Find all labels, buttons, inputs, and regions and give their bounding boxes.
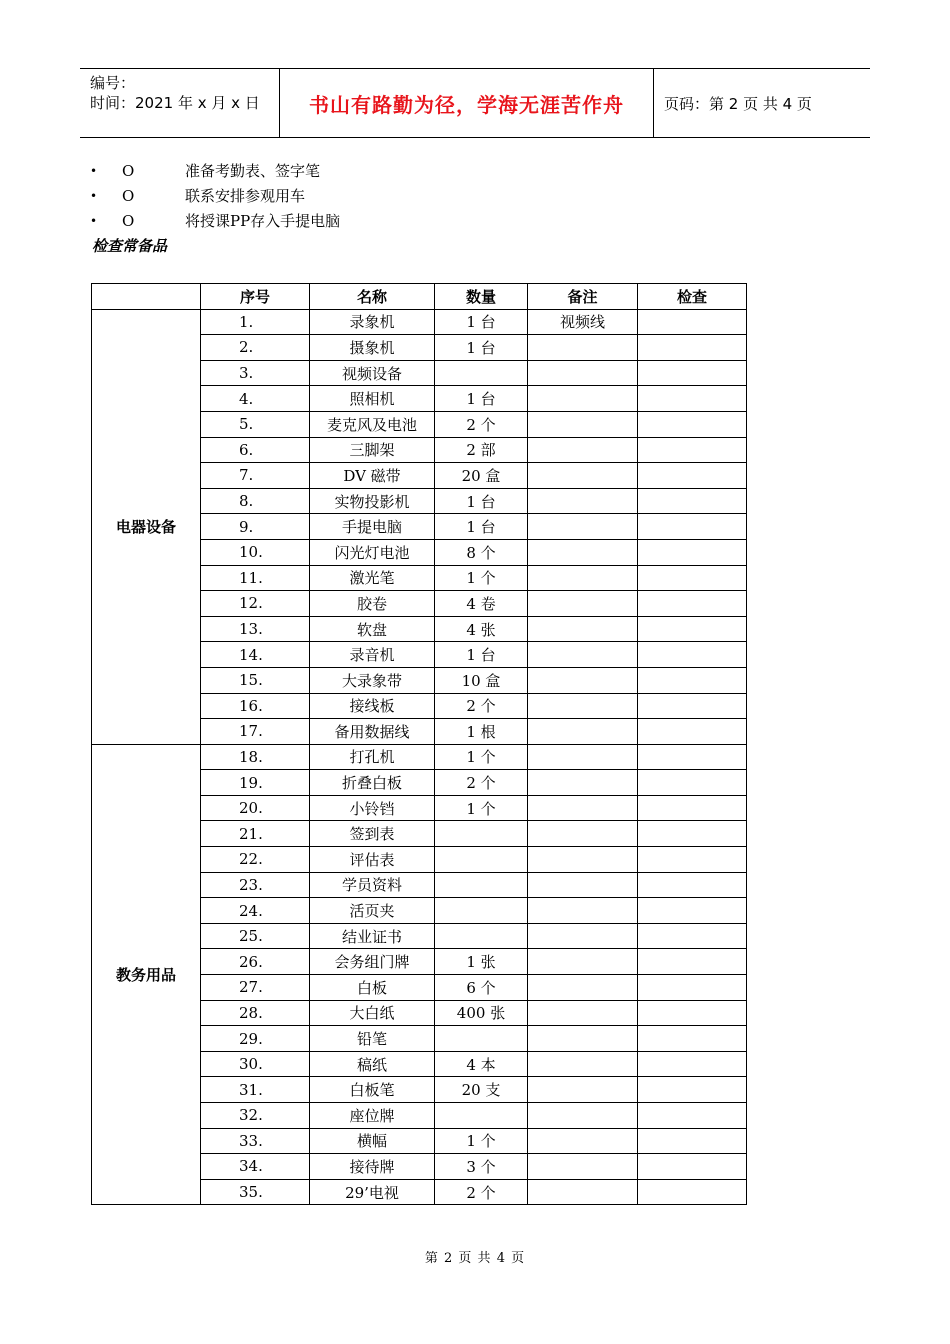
header-name: 名称: [310, 284, 435, 310]
seq-cell: 34.: [201, 1154, 310, 1180]
qty-cell: 1 台: [435, 488, 528, 514]
page-header: [80, 68, 870, 138]
name-cell: 接线板: [310, 693, 435, 719]
note-cell: [528, 514, 638, 540]
qty-cell: 2 个: [435, 770, 528, 796]
note-cell: [528, 744, 638, 770]
seq-cell: 10.: [201, 539, 310, 565]
note-cell: [528, 1000, 638, 1026]
qty-cell: [435, 872, 528, 898]
check-cell: [638, 744, 747, 770]
note-cell: [528, 616, 638, 642]
seq-cell: 2.: [201, 335, 310, 361]
qty-cell: 1 根: [435, 719, 528, 745]
bullet-item: [90, 158, 340, 183]
check-cell: [638, 591, 747, 617]
seq-cell: 3.: [201, 360, 310, 386]
check-cell: [638, 949, 747, 975]
note-cell: [528, 1103, 638, 1129]
note-cell: [528, 1128, 638, 1154]
bullet-text: 将授课PP存入手提电脑: [185, 212, 341, 230]
seq-cell: 21.: [201, 821, 310, 847]
name-cell: DV 磁带: [310, 463, 435, 489]
name-cell: 手提电脑: [310, 514, 435, 540]
time-label: 时间：2021 年 x 月 x 日: [90, 94, 260, 112]
check-cell: [638, 872, 747, 898]
check-cell: [638, 335, 747, 361]
name-cell: 接待牌: [310, 1154, 435, 1180]
note-cell: [528, 975, 638, 1001]
seq-cell: 12.: [201, 591, 310, 617]
check-cell: [638, 1128, 747, 1154]
qty-cell: [435, 898, 528, 924]
seq-cell: 27.: [201, 975, 310, 1001]
note-cell: [528, 463, 638, 489]
check-cell: [638, 821, 747, 847]
note-cell: [528, 539, 638, 565]
seq-cell: 25.: [201, 923, 310, 949]
seq-cell: 35.: [201, 1179, 310, 1205]
check-cell: [638, 1103, 747, 1129]
check-cell: [638, 847, 747, 873]
note-cell: [528, 949, 638, 975]
header-page-info: 页码：第 2 页 共 4 页: [664, 94, 812, 113]
qty-cell: 8 个: [435, 539, 528, 565]
check-cell: [638, 616, 747, 642]
name-cell: 活页夹: [310, 898, 435, 924]
seq-cell: 22.: [201, 847, 310, 873]
check-cell: [638, 1000, 747, 1026]
seq-cell: 28.: [201, 1000, 310, 1026]
name-cell: 备用数据线: [310, 719, 435, 745]
header-seq: 序号: [201, 284, 310, 310]
name-cell: 29’电视: [310, 1179, 435, 1205]
note-cell: [528, 360, 638, 386]
qty-cell: 4 本: [435, 1051, 528, 1077]
seq-cell: 15.: [201, 667, 310, 693]
name-cell: 视频设备: [310, 360, 435, 386]
name-cell: 横幅: [310, 1128, 435, 1154]
bullet-marker: O: [122, 161, 135, 180]
header-qty: 数量: [435, 284, 528, 310]
qty-cell: 1 台: [435, 309, 528, 335]
note-cell: [528, 591, 638, 617]
qty-cell: 2 个: [435, 1179, 528, 1205]
table-row: [92, 744, 747, 770]
qty-cell: 1 台: [435, 386, 528, 412]
seq-cell: 19.: [201, 770, 310, 796]
seq-cell: 32.: [201, 1103, 310, 1129]
check-cell: [638, 693, 747, 719]
name-cell: 白板: [310, 975, 435, 1001]
seq-cell: 33.: [201, 1128, 310, 1154]
name-cell: 稿纸: [310, 1051, 435, 1077]
note-cell: [528, 411, 638, 437]
check-cell: [638, 642, 747, 668]
check-cell: [638, 923, 747, 949]
header-motto: 书山有路勤为径，学海无涯苦作舟: [280, 69, 654, 137]
table-header-row: [92, 284, 747, 310]
note-cell: [528, 719, 638, 745]
qty-cell: 1 个: [435, 1128, 528, 1154]
bullet-dot: •: [90, 213, 98, 228]
qty-cell: 2 部: [435, 437, 528, 463]
name-cell: 评估表: [310, 847, 435, 873]
qty-cell: 10 盒: [435, 667, 528, 693]
note-cell: [528, 1179, 638, 1205]
name-cell: 软盘: [310, 616, 435, 642]
name-cell: 闪光灯电池: [310, 539, 435, 565]
name-cell: 小铃铛: [310, 795, 435, 821]
name-cell: 麦克风及电池: [310, 411, 435, 437]
check-cell: [638, 437, 747, 463]
note-cell: [528, 821, 638, 847]
name-cell: 录音机: [310, 642, 435, 668]
name-cell: 签到表: [310, 821, 435, 847]
qty-cell: 2 个: [435, 693, 528, 719]
check-cell: [638, 539, 747, 565]
check-cell: [638, 488, 747, 514]
header-meta: [80, 69, 280, 137]
qty-cell: 20 支: [435, 1077, 528, 1103]
header-check: 检查: [638, 284, 747, 310]
seq-cell: 16.: [201, 693, 310, 719]
check-cell: [638, 360, 747, 386]
seq-cell: 31.: [201, 1077, 310, 1103]
qty-cell: 4 张: [435, 616, 528, 642]
header-note: 备注: [528, 284, 638, 310]
qty-cell: 4 卷: [435, 591, 528, 617]
note-cell: [528, 642, 638, 668]
note-cell: [528, 488, 638, 514]
check-cell: [638, 1026, 747, 1052]
bullet-marker: O: [122, 186, 135, 205]
name-cell: 折叠白板: [310, 770, 435, 796]
seq-cell: 26.: [201, 949, 310, 975]
note-cell: [528, 1154, 638, 1180]
section-title: 检查常备品: [92, 237, 168, 255]
seq-cell: 4.: [201, 386, 310, 412]
bullet-text: 准备考勤表、签字笔: [185, 162, 321, 180]
seq-cell: 18.: [201, 744, 310, 770]
name-cell: 座位牌: [310, 1103, 435, 1129]
name-cell: 铅笔: [310, 1026, 435, 1052]
inventory-table: [91, 283, 747, 1205]
seq-cell: 9.: [201, 514, 310, 540]
qty-cell: 2 个: [435, 411, 528, 437]
bullet-dot: •: [90, 163, 98, 178]
seq-cell: 24.: [201, 898, 310, 924]
table-body: [92, 309, 747, 1205]
name-cell: 大白纸: [310, 1000, 435, 1026]
name-cell: 学员资料: [310, 872, 435, 898]
qty-cell: 1 个: [435, 744, 528, 770]
seq-cell: 29.: [201, 1026, 310, 1052]
qty-cell: 1 台: [435, 514, 528, 540]
seq-cell: 20.: [201, 795, 310, 821]
note-cell: [528, 898, 638, 924]
check-cell: [638, 1179, 747, 1205]
seq-cell: 30.: [201, 1051, 310, 1077]
name-cell: 结业证书: [310, 923, 435, 949]
check-cell: [638, 1051, 747, 1077]
name-cell: 实物投影机: [310, 488, 435, 514]
name-cell: 打孔机: [310, 744, 435, 770]
note-cell: [528, 386, 638, 412]
bullet-item: [90, 208, 340, 233]
seq-cell: 1.: [201, 309, 310, 335]
note-cell: [528, 923, 638, 949]
note-cell: [528, 335, 638, 361]
name-cell: 胶卷: [310, 591, 435, 617]
note-cell: 视频线: [528, 309, 638, 335]
qty-cell: [435, 1103, 528, 1129]
name-cell: 白板笔: [310, 1077, 435, 1103]
seq-cell: 14.: [201, 642, 310, 668]
bullet-item: [90, 183, 340, 208]
note-cell: [528, 565, 638, 591]
seq-cell: 6.: [201, 437, 310, 463]
check-cell: [638, 667, 747, 693]
header-category: [92, 284, 201, 310]
note-cell: [528, 1051, 638, 1077]
bullet-list: [90, 158, 340, 233]
seq-cell: 5.: [201, 411, 310, 437]
name-cell: 会务组门牌: [310, 949, 435, 975]
table-row: [92, 309, 747, 335]
note-cell: [528, 847, 638, 873]
check-cell: [638, 770, 747, 796]
note-cell: [528, 437, 638, 463]
check-cell: [638, 309, 747, 335]
note-cell: [528, 667, 638, 693]
number-label: 编号：: [90, 74, 136, 92]
qty-cell: 1 张: [435, 949, 528, 975]
qty-cell: 6 个: [435, 975, 528, 1001]
check-cell: [638, 514, 747, 540]
name-cell: 摄象机: [310, 335, 435, 361]
check-cell: [638, 463, 747, 489]
seq-cell: 13.: [201, 616, 310, 642]
bullet-marker: O: [122, 211, 135, 230]
check-cell: [638, 975, 747, 1001]
check-cell: [638, 411, 747, 437]
note-cell: [528, 795, 638, 821]
name-cell: 录象机: [310, 309, 435, 335]
qty-cell: 1 台: [435, 642, 528, 668]
seq-cell: 8.: [201, 488, 310, 514]
qty-cell: [435, 1026, 528, 1052]
qty-cell: 20 盒: [435, 463, 528, 489]
check-cell: [638, 1154, 747, 1180]
page-footer: 第 2 页 共 4 页: [424, 1251, 526, 1266]
qty-cell: 1 个: [435, 795, 528, 821]
name-cell: 三脚架: [310, 437, 435, 463]
qty-cell: 3 个: [435, 1154, 528, 1180]
seq-cell: 11.: [201, 565, 310, 591]
note-cell: [528, 872, 638, 898]
name-cell: 照相机: [310, 386, 435, 412]
qty-cell: [435, 847, 528, 873]
qty-cell: 1 个: [435, 565, 528, 591]
qty-cell: [435, 923, 528, 949]
category-cell: 教务用品: [92, 744, 201, 1205]
seq-cell: 17.: [201, 719, 310, 745]
category-cell: 电器设备: [92, 309, 201, 744]
name-cell: 激光笔: [310, 565, 435, 591]
note-cell: [528, 693, 638, 719]
qty-cell: 400 张: [435, 1000, 528, 1026]
qty-cell: [435, 360, 528, 386]
note-cell: [528, 770, 638, 796]
check-cell: [638, 795, 747, 821]
qty-cell: [435, 821, 528, 847]
check-cell: [638, 386, 747, 412]
check-cell: [638, 898, 747, 924]
seq-cell: 23.: [201, 872, 310, 898]
bullet-text: 联系安排参观用车: [185, 187, 306, 205]
qty-cell: 1 台: [435, 335, 528, 361]
check-cell: [638, 565, 747, 591]
seq-cell: 7.: [201, 463, 310, 489]
note-cell: [528, 1026, 638, 1052]
check-cell: [638, 719, 747, 745]
name-cell: 大录象带: [310, 667, 435, 693]
note-cell: [528, 1077, 638, 1103]
check-cell: [638, 1077, 747, 1103]
bullet-dot: •: [90, 188, 98, 203]
